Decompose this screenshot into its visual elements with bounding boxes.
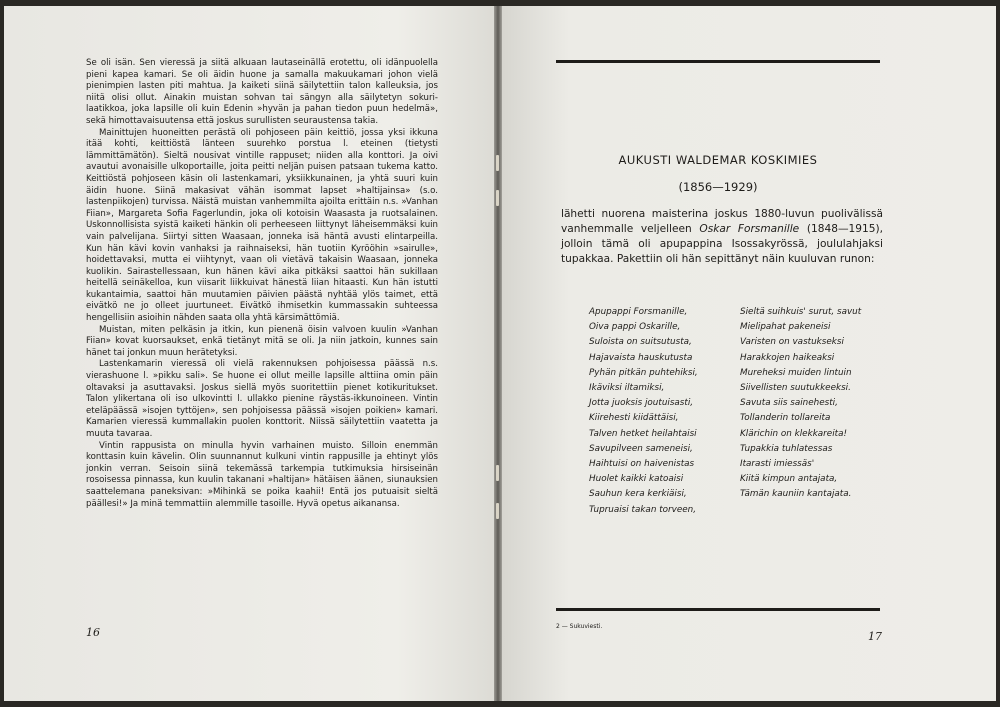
page-number-left: 16	[86, 626, 100, 639]
poem-line: Hajavaista hauskutusta	[589, 352, 693, 363]
poem-line: Oiva pappi Oskarille,	[589, 322, 681, 333]
staple-mark	[496, 190, 499, 206]
poem-column-right	[740, 305, 861, 503]
poem-line: Haihtuisi on haivenistas	[589, 459, 695, 470]
article-years: (1856—1929)	[678, 180, 758, 194]
staple-mark	[496, 503, 499, 519]
poem-line: Sieltä suihkuis' surut, savut	[740, 307, 862, 317]
poem-line: Sauhun kera kerkiäisi,	[589, 489, 687, 500]
book-gutter	[494, 6, 502, 701]
paragraph: Lastenkamarin vieressä oli vielä rakennuksen pohjoisessa päässä n.s. vierashuone l. »pikku sali». Se huone ei ollut meille lapsille alttiina omin päin oltavaksi ja asuttavaksi. Joskus siellä myös suoritettiin pienet kotikuritukset. Talon ylikertana oli iso ulkovintti l. ullakko pienine räystäs-ikkunoineen. Vintin eteläpäässä »isojen tyttöjen», sen pohjoisessa päässä »isojen poikien» kamari. Kamarien vieressä kummallakin puolen konttorit. Niissä säilytettiin vaatetta ja muuta tavaraa.	[86, 359, 438, 439]
paragraph: Se oli isän. Sen vieressä ja siitä alkuaan lautaseinällä erotettu, oli idänpuolella pieni kapea kamari. Se oli äidin huone ja samalla makuukamari johon vielä pienimpien lasten piti mahtua. Ja kaiketi siinä säilytettiin talon kalleuksia, jos niitä olisi ollut. Ainakin muistan sohvan tai sängyn alla säilytetyn sokuri-laatikkoa, joka lapsille oli kuin Edenin »hyvän ja pahan tiedon puun hedelmä», sekä himottavaisuutensa että joskus surullisten seuraustensa takia.	[86, 58, 438, 126]
poem-line: Tollanderin tollareita	[740, 413, 831, 424]
poem-line: Tupakkia tuhlatessas	[740, 443, 833, 454]
poem-line: Itarasti imiessäs'	[740, 459, 815, 470]
intro-text: lähetti nuorena maisterina joskus 1880-luvun puolivälissä vanhemmalle veljelleen	[561, 208, 883, 235]
poem-line: Savuta siis sainehesti,	[740, 398, 838, 409]
poem-line: Tupruaisi takan torveen,	[589, 504, 697, 515]
poem-line: Mureheksi muiden lintuin	[740, 367, 852, 378]
poem-line: Pyhän pitkän puhtehiksi,	[589, 367, 698, 378]
poem-line: Siivellisten suutukkeeksi.	[740, 383, 851, 394]
paragraph: Vintin rappusista on minulla hyvin varhainen muisto. Silloin enemmän konttasin kuin kävelin. Olin suunnannut kulkuni vintin rappusille ja ehtinyt ylös jonkin verran. Seisoin siinä tekemässä tarkempia tutkimuksia hirsiseinän rosoisessa pinnassa, kun kuulin takanani »haltijan» hätäisen äänen, siunauksien saattelemana paneksivan: »Mihinkä se poika kaahii! Entä jos putuaisit sieltä päällesi!» Ja minä temmattiin alemmille tasoille. Hyvä opetus aikanansa.	[86, 440, 438, 509]
article-title: AUKUSTI WALDEMAR KOSKIMIES	[618, 153, 818, 167]
poem-line: Apupappi Forsmanille,	[589, 307, 688, 317]
intro-name: Oskar Forsmanille	[699, 223, 800, 235]
poem-line: Harakkojen haikeaksi	[740, 352, 835, 363]
staple-mark	[496, 465, 499, 481]
poem-column-left	[589, 305, 698, 518]
poem-line: Ikäviksi iltamiksi,	[589, 383, 665, 394]
poem-line: Savupilveen sameneisi,	[589, 443, 693, 454]
paragraph: Mainittujen huoneitten perästä oli pohjoseen päin keittiö, jossa yksi ikkuna itää kohti, keittiöstä länteen suurehko porstua l. eteinen (tietysti lämmittämätön). Sieltä nousivat vintille rappuset; niiden alla konttori. Ja oivi avautui avonaisille ulkoportaille, joita peitti neljän puisen patsaan tukema katto. Keittiöstä pohjoseen käsin oli lastenkamari, yksiikkunainen, ja yhtä suuri kuin äidin huone. Siinä makasivat vähän isommat lapset »haltijainsa» (s.o. lastenpiikojen) turvissa. Näistä muistan vanhemmilta ajoilta erittäin n.s. »Vanhan Fiian», Margareta Sofia Fagerlundin, joka oli kotoisin Waasasta ja ruotsalainen. Uskonnollisista syistä kaiketi hänkin oli perheeseen liittynyt läheisemmäksi kuin vain palvelijana. Siirtyi sitten Waasaan, jonneka isä häntä avusti elintarpeilla. Kun hän kävi kovin vanhaksi ja raihnaiseksi, hän tuotiin Kyrööhin »sairulle», hoidettavaksi, mutta ei viihtynyt, vaan oli vietävä takaisin Waasaan, jonneka kuolikin. Sairastellessaan, kun hänen kävi aika pitkäksi saattoi hän sukillaan heitellä seinäkelloa, kun viisarit liikkuivat hänestä liian hitaasti. Kun hän istutti kukantaimia, saattoi hän muutamien päivien päästä nyhtää ylös taimet, että eivätkö ne jo olleet juurtuneet. Eivätkö ihmisetkin kummassakin suhteessa hengellisiin asioihin nähden saata olla yhtä kärsimättömiä.	[86, 127, 438, 324]
page-number-right: 17	[868, 630, 882, 643]
footnote: 2 — Sukuviesti.	[556, 623, 603, 630]
poem-line: Varisten on vastukseksi	[740, 337, 844, 348]
poem-line: Mielipahat pakeneisi	[740, 322, 831, 333]
poem-line: Kiitä kimpun antajata,	[740, 474, 838, 485]
poem-line: Klärichin on klekkareita!	[740, 428, 848, 439]
poem-line: Kiirehesti kiidättäisi,	[589, 413, 679, 424]
poem-line: Tämän kauniin kantajata.	[740, 489, 852, 500]
left-page-body	[86, 58, 438, 510]
paragraph: Muistan, miten pelkäsin ja itkin, kun pienenä öisin valvoen kuulin »Vanhan Fiian» kovat kuorsaukset, enkä tietänyt mitä se oli. Ja niin jatkoin, kunnes sain hänet tai jonkun muun herätetyksi.	[86, 324, 438, 358]
poem-line: Huolet kaikki katoaisi	[589, 474, 684, 485]
top-rule	[556, 60, 880, 63]
intro-text: (1848—1915), jolloin tämä oli apupappina Isossakyrössä, joululahjaksi tupakkaa. Pakettiin oli hän sepittänyt näin kuuluvan runon:	[561, 223, 884, 265]
poem-line: Talven hetket heilahtaisi	[589, 428, 697, 439]
staple-mark	[496, 155, 499, 171]
intro-paragraph	[561, 207, 883, 267]
poem-line: Suloista on suitsutusta,	[589, 337, 692, 348]
poem-line: Jotta juoksis joutuisasti,	[589, 398, 694, 409]
bottom-rule	[556, 608, 880, 611]
